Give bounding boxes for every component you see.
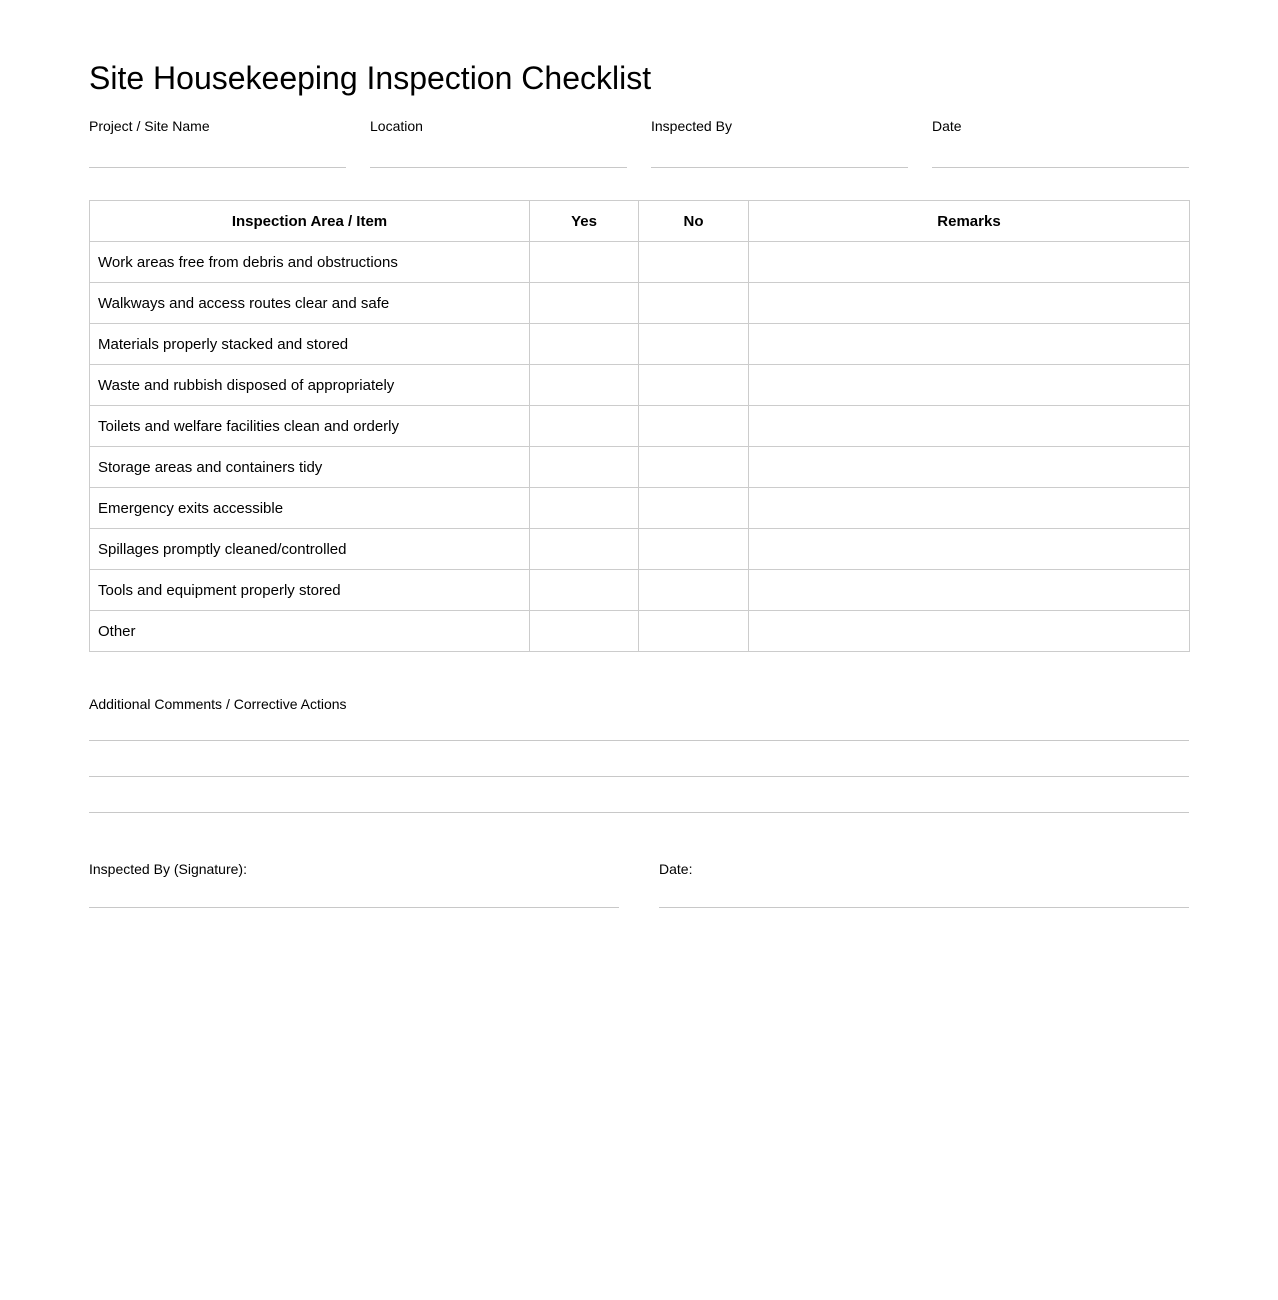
- comments-section: [89, 695, 1189, 813]
- field-label: Project / Site Name: [89, 118, 210, 134]
- page-title: Site Housekeeping Inspection Checklist: [89, 60, 652, 96]
- project-site-name-input[interactable]: [89, 167, 346, 168]
- no-cell[interactable]: [639, 611, 749, 652]
- column-header-yes: Yes: [530, 201, 639, 242]
- remarks-cell[interactable]: [749, 611, 1190, 652]
- yes-cell[interactable]: [530, 283, 639, 324]
- remarks-cell[interactable]: [749, 488, 1190, 529]
- signature-date-field: [659, 860, 1189, 908]
- table-row: [90, 570, 1190, 611]
- column-header-no: No: [639, 201, 749, 242]
- item-cell: Work areas free from debris and obstructions: [90, 242, 530, 283]
- date-field: [932, 117, 1189, 168]
- table-row: [90, 529, 1190, 570]
- table-row: [90, 406, 1190, 447]
- inspected-by-input[interactable]: [651, 167, 908, 168]
- table-row: [90, 242, 1190, 283]
- project-site-name-field: [89, 117, 346, 168]
- comment-line-2[interactable]: [89, 776, 1189, 777]
- location-input[interactable]: [370, 167, 627, 168]
- remarks-cell[interactable]: [749, 365, 1190, 406]
- signature-date-label: Date:: [659, 861, 693, 877]
- no-cell[interactable]: [639, 283, 749, 324]
- no-cell[interactable]: [639, 242, 749, 283]
- yes-cell[interactable]: [530, 611, 639, 652]
- no-cell[interactable]: [639, 488, 749, 529]
- comments-label: Additional Comments / Corrective Actions: [89, 696, 347, 712]
- item-cell: Storage areas and containers tidy: [90, 447, 530, 488]
- yes-cell[interactable]: [530, 242, 639, 283]
- field-label: Date: [932, 118, 962, 134]
- remarks-cell[interactable]: [749, 529, 1190, 570]
- comment-line-1[interactable]: [89, 740, 1189, 741]
- item-cell: Other: [90, 611, 530, 652]
- field-label: Inspected By: [651, 118, 732, 134]
- inspected-by-field: [651, 117, 908, 168]
- item-cell: Materials properly stacked and stored: [90, 324, 530, 365]
- no-cell[interactable]: [639, 365, 749, 406]
- yes-cell[interactable]: [530, 406, 639, 447]
- table-row: [90, 488, 1190, 529]
- date-input[interactable]: [932, 167, 1189, 168]
- comment-line-3[interactable]: [89, 812, 1189, 813]
- item-cell: Walkways and access routes clear and safe: [90, 283, 530, 324]
- yes-cell[interactable]: [530, 529, 639, 570]
- table-row: [90, 365, 1190, 406]
- yes-cell[interactable]: [530, 447, 639, 488]
- no-cell[interactable]: [639, 447, 749, 488]
- yes-cell[interactable]: [530, 365, 639, 406]
- column-header-remarks: Remarks: [749, 201, 1190, 242]
- no-cell[interactable]: [639, 406, 749, 447]
- remarks-cell[interactable]: [749, 406, 1190, 447]
- no-cell[interactable]: [639, 324, 749, 365]
- yes-cell[interactable]: [530, 324, 639, 365]
- inspection-table: [89, 200, 1190, 652]
- remarks-cell[interactable]: [749, 447, 1190, 488]
- table-row: [90, 283, 1190, 324]
- signature-field: [89, 860, 619, 908]
- item-cell: Tools and equipment properly stored: [90, 570, 530, 611]
- item-cell: Waste and rubbish disposed of appropriately: [90, 365, 530, 406]
- item-cell: Spillages promptly cleaned/controlled: [90, 529, 530, 570]
- signature-input[interactable]: [89, 907, 619, 908]
- table-row: [90, 611, 1190, 652]
- signature-label: Inspected By (Signature):: [89, 861, 247, 877]
- no-cell[interactable]: [639, 570, 749, 611]
- signature-date-input[interactable]: [659, 907, 1189, 908]
- field-label: Location: [370, 118, 423, 134]
- remarks-cell[interactable]: [749, 242, 1190, 283]
- table-row: [90, 324, 1190, 365]
- yes-cell[interactable]: [530, 570, 639, 611]
- column-header-item: Inspection Area / Item: [90, 201, 530, 242]
- remarks-cell[interactable]: [749, 570, 1190, 611]
- yes-cell[interactable]: [530, 488, 639, 529]
- item-cell: Toilets and welfare facilities clean and orderly: [90, 406, 530, 447]
- header-fields: [89, 117, 1189, 168]
- remarks-cell[interactable]: [749, 324, 1190, 365]
- remarks-cell[interactable]: [749, 283, 1190, 324]
- table-header-row: [90, 201, 1190, 242]
- table-row: [90, 447, 1190, 488]
- location-field: [370, 117, 627, 168]
- item-cell: Emergency exits accessible: [90, 488, 530, 529]
- no-cell[interactable]: [639, 529, 749, 570]
